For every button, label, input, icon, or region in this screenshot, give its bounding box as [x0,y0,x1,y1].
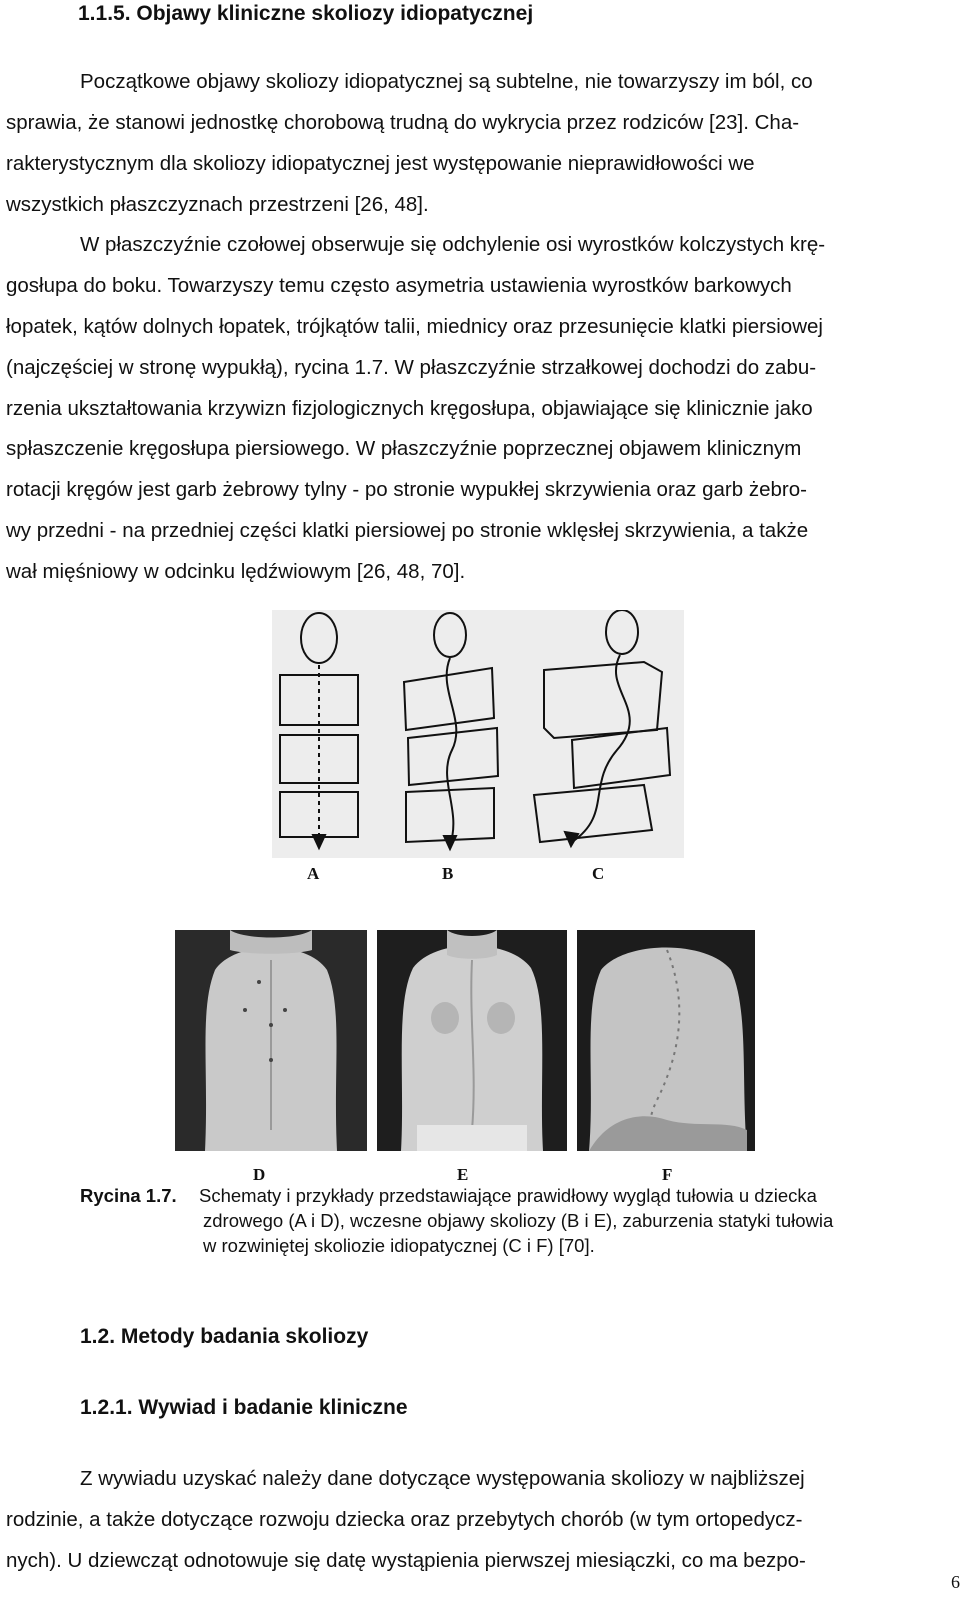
text-line: rodzinie, a także dotyczące rozwoju dziecka oraz przebytych chorób (w tym ortopedycz- [6,1508,803,1531]
text-line: sprawia, że stanowi jednostkę chorobową trudną do wykrycia przez rodziców [23]. Cha- [6,111,800,134]
back-photo-f [577,930,755,1151]
diagram-c-upper-block [544,662,662,738]
diagram-b-spine [447,658,457,845]
text-line: łopatek, kątów dolnych łopatek, trójkątów talii, miednicy oraz przesunięcie klatki piersiowej [6,315,823,338]
text-line: spłaszczenie kręgosłupa piersiowego. W płaszczyźnie poprzecznej objawem klinicznym [6,437,802,460]
text-line: gosłupa do boku. Towarzyszy temu często asymetria ustawienia wyrostków barkowych [6,274,792,297]
text-line: W płaszczyźnie czołowej obserwuje się odchylenie osi wyrostków kolczystych krę- [80,233,826,256]
diagram-c-head [606,610,638,654]
diagram-b-head [434,613,466,657]
figure-label-b: B [442,864,454,883]
section-heading: 1.1.5. Objawy kliniczne skoliozy idiopatycznej [78,2,534,25]
page-number: 6 [951,1572,960,1592]
diagram-b-waist [408,728,498,785]
text-line: wszystkich płaszczyznach przestrzeni [26, 48]. [6,193,429,216]
figure-label-a: A [307,864,320,883]
caption-line: Schematy i przykłady przedstawiające prawidłowy wygląd tułowia u dziecka [199,1185,817,1206]
diagram-a-pelvis [280,792,358,837]
text-line: wy przedni - na przedniej części klatki piersiowej po stronie wklęsłej skrzywienia, a także [6,519,809,542]
diagram-b-shoulders [404,668,494,730]
diagram-c-middle-block [572,728,670,788]
text-line: Początkowe objawy skoliozy idiopatycznej są subtelne, nie towarzyszy im ból, co [80,70,813,93]
schematic-drawing [272,610,684,858]
diagram-a-head [301,613,337,663]
text-line: wał mięśniowy w odcinku lędźwiowym [26, 48, 70]. [6,560,466,583]
figure-label-c: C [592,864,605,883]
text-line: rzenia ukształtowania krzywizn fizjologicznych kręgosłupa, objawiające się klinicznie jako [6,397,813,420]
text-line: Z wywiadu uzyskać należy dane dotyczące występowania skoliozy w najbliższej [80,1467,805,1490]
text-line: rakterystycznym dla skoliozy idiopatycznej jest występowanie nieprawidłowości we [6,152,755,175]
diagram-b-arrow [444,836,456,849]
diagram-c-lower-block [534,785,652,842]
figure-label-e: E [457,1165,469,1184]
caption-line: w rozwiniętej skoliozie idiopatycznej (C i F) [70]. [203,1235,595,1256]
figure-label-d: D [253,1165,266,1184]
text-line: rotacji kręgów jest garb żebrowy tylny - po stronie wypukłej skrzywienia oraz garb żebro- [6,478,807,501]
text-line: (najczęściej w stronę wypukłą), rycina 1.7. W płaszczyźnie strzałkowej dochodzi do zabu- [6,356,817,379]
diagram-a-waist [280,735,358,783]
diagram-c-spine [572,655,630,842]
diagram-c-arrow [565,832,578,846]
section-heading-1-2-1: 1.2.1. Wywiad i badanie kliniczne [80,1396,408,1419]
caption-line: zdrowego (A i D), wczesne objawy skoliozy (B i E), zaburzenia statyki tułowia [203,1210,834,1231]
text-line: nych). U dziewcząt odnotowuje się datę wystąpienia pierwszej miesiączki, co ma bezpo- [6,1549,806,1572]
back-photo-e [377,930,567,1151]
figure-label-f: F [662,1165,673,1184]
scoliosis-schematic-figure [272,610,684,858]
section-heading-1-2: 1.2. Metody badania skoliozy [80,1325,369,1348]
caption-label: Rycina 1.7. [80,1185,177,1206]
diagram-a-arrow [313,835,325,848]
back-photo-d [175,930,367,1151]
